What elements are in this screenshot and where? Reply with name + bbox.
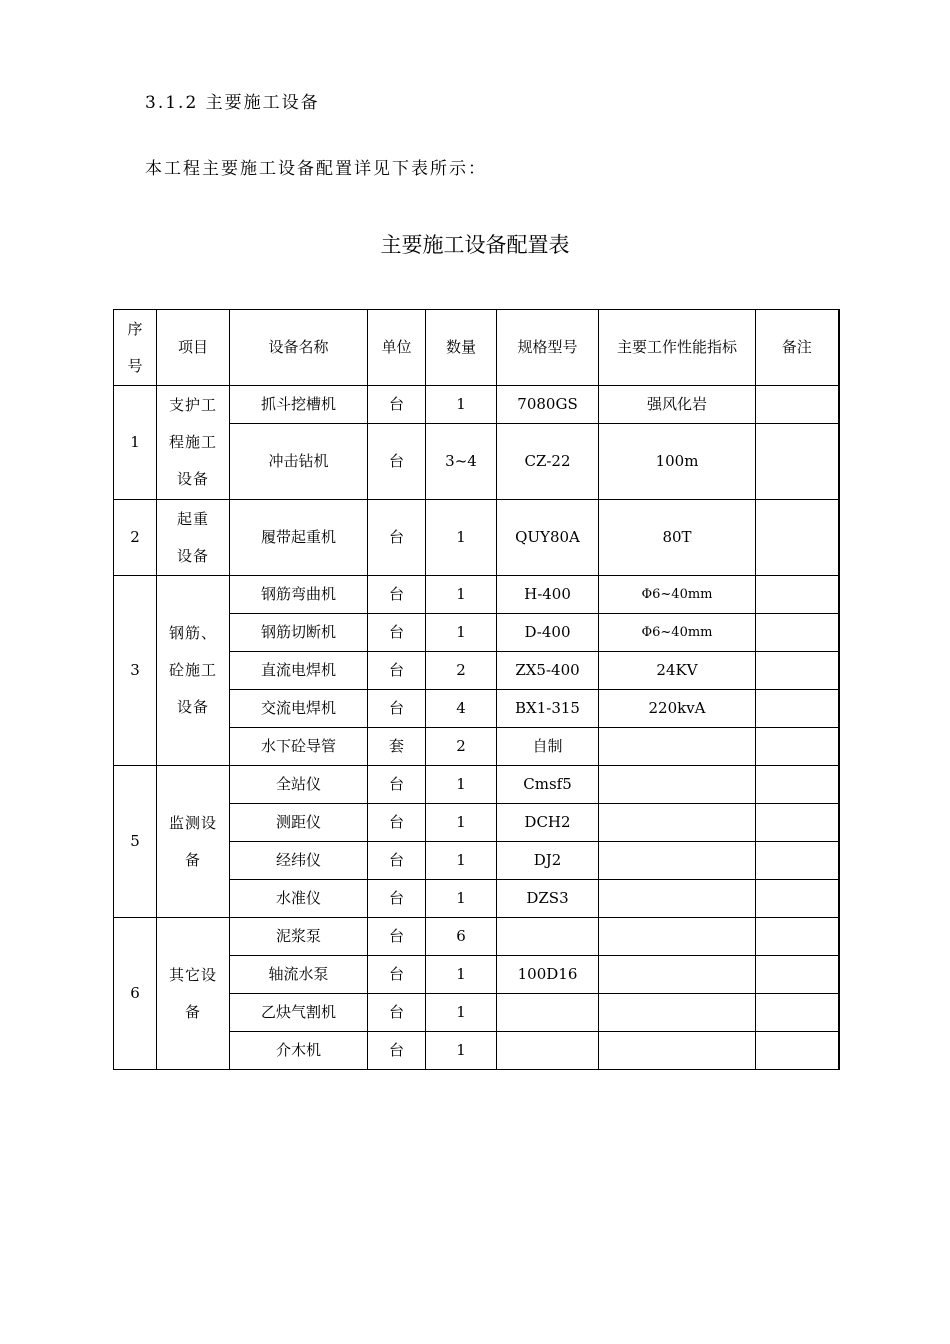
cell-qty: 1 — [426, 500, 497, 576]
header-note: 备注 — [756, 310, 839, 386]
cell-note — [756, 500, 839, 576]
cell-name: 钢筋切断机 — [230, 614, 368, 652]
cell-spec — [599, 956, 756, 994]
group-seq-cell: 5 — [114, 766, 157, 918]
cell-note — [756, 804, 839, 842]
cell-note — [756, 880, 839, 918]
cell-qty: 1 — [426, 842, 497, 880]
cell-model: BX1-315 — [497, 690, 599, 728]
table-title: 主要施工设备配置表 — [380, 233, 570, 257]
intro-paragraph: 本工程主要施工设备配置详见下表所示： — [145, 159, 487, 179]
cell-unit: 台 — [368, 576, 426, 614]
cell-unit: 台 — [368, 804, 426, 842]
cell-note — [756, 424, 839, 500]
cell-name: 轴流水泵 — [230, 956, 368, 994]
cell-unit: 台 — [368, 500, 426, 576]
header-item: 项目 — [157, 310, 230, 386]
cell-qty: 1 — [426, 614, 497, 652]
cell-unit: 台 — [368, 766, 426, 804]
cell-name: 测距仪 — [230, 804, 368, 842]
cell-name: 水准仪 — [230, 880, 368, 918]
cell-spec — [599, 804, 756, 842]
header-qty: 数量 — [426, 310, 497, 386]
cell-qty: 1 — [426, 880, 497, 918]
cell-spec: 100m — [599, 424, 756, 500]
cell-spec: 强风化岩 — [599, 386, 756, 424]
equipment-table — [113, 309, 840, 1070]
group-seq-cell: 3 — [114, 576, 157, 766]
cell-spec: 80T — [599, 500, 756, 576]
section-heading: 3.1.2 主要施工设备 — [145, 93, 320, 113]
cell-note — [756, 842, 839, 880]
cell-unit: 台 — [368, 690, 426, 728]
cell-spec — [599, 994, 756, 1032]
cell-note — [756, 766, 839, 804]
cell-unit: 台 — [368, 652, 426, 690]
equipment-table-body — [114, 310, 839, 1070]
cell-model: DCH2 — [497, 804, 599, 842]
cell-spec — [599, 766, 756, 804]
cell-model — [497, 1032, 599, 1070]
cell-name: 直流电焊机 — [230, 652, 368, 690]
cell-name: 介木机 — [230, 1032, 368, 1070]
cell-unit: 台 — [368, 386, 426, 424]
cell-note — [756, 386, 839, 424]
cell-note — [756, 1032, 839, 1070]
header-seq: 序号 — [114, 310, 157, 386]
cell-qty: 4 — [426, 690, 497, 728]
cell-name: 履带起重机 — [230, 500, 368, 576]
table-row — [114, 576, 839, 614]
cell-qty: 1 — [426, 576, 497, 614]
cell-unit: 台 — [368, 424, 426, 500]
cell-model: H-400 — [497, 576, 599, 614]
group-item-cell: 钢筋、砼施工设备 — [157, 576, 230, 766]
cell-model: DJ2 — [497, 842, 599, 880]
group-seq-cell: 2 — [114, 500, 157, 576]
cell-model: CZ-22 — [497, 424, 599, 500]
cell-note — [756, 994, 839, 1032]
group-seq-cell: 1 — [114, 386, 157, 500]
cell-qty: 1 — [426, 994, 497, 1032]
cell-unit: 台 — [368, 956, 426, 994]
cell-qty: 1 — [426, 766, 497, 804]
cell-note — [756, 652, 839, 690]
cell-name: 冲击钻机 — [230, 424, 368, 500]
group-item-cell: 监测设备 — [157, 766, 230, 918]
cell-unit: 台 — [368, 918, 426, 956]
cell-unit: 台 — [368, 880, 426, 918]
cell-name: 经纬仪 — [230, 842, 368, 880]
header-unit: 单位 — [368, 310, 426, 386]
cell-note — [756, 956, 839, 994]
table-row — [114, 386, 839, 424]
cell-qty: 2 — [426, 728, 497, 766]
cell-qty: 1 — [426, 804, 497, 842]
cell-qty: 1 — [426, 1032, 497, 1070]
cell-note — [756, 576, 839, 614]
cell-spec — [599, 842, 756, 880]
group-seq-cell: 6 — [114, 918, 157, 1070]
cell-note — [756, 690, 839, 728]
cell-spec — [599, 1032, 756, 1070]
cell-model: Cmsf5 — [497, 766, 599, 804]
cell-unit: 台 — [368, 614, 426, 652]
cell-name: 泥浆泵 — [230, 918, 368, 956]
cell-qty: 6 — [426, 918, 497, 956]
group-item-cell: 支护工程施工设备 — [157, 386, 230, 500]
cell-note — [756, 728, 839, 766]
header-spec: 主要工作性能指标 — [599, 310, 756, 386]
cell-spec — [599, 880, 756, 918]
cell-qty: 1 — [426, 956, 497, 994]
cell-model — [497, 994, 599, 1032]
cell-unit: 台 — [368, 1032, 426, 1070]
cell-spec — [599, 918, 756, 956]
cell-spec — [599, 728, 756, 766]
cell-qty: 2 — [426, 652, 497, 690]
cell-qty: 3~4 — [426, 424, 497, 500]
cell-model: D-400 — [497, 614, 599, 652]
cell-name: 交流电焊机 — [230, 690, 368, 728]
cell-model: 7080GS — [497, 386, 599, 424]
cell-spec: 220kvA — [599, 690, 756, 728]
table-header-row — [114, 310, 839, 386]
cell-model: DZS3 — [497, 880, 599, 918]
cell-qty: 1 — [426, 386, 497, 424]
cell-unit: 台 — [368, 994, 426, 1032]
cell-spec: Φ6~40mm — [599, 614, 756, 652]
cell-note — [756, 614, 839, 652]
cell-unit: 台 — [368, 842, 426, 880]
header-model: 规格型号 — [497, 310, 599, 386]
cell-note — [756, 918, 839, 956]
cell-name: 水下砼导管 — [230, 728, 368, 766]
table-row — [114, 766, 839, 804]
group-item-cell: 其它设备 — [157, 918, 230, 1070]
header-name: 设备名称 — [230, 310, 368, 386]
cell-model: 100D16 — [497, 956, 599, 994]
table-row — [114, 500, 839, 576]
cell-name: 钢筋弯曲机 — [230, 576, 368, 614]
table-row — [114, 918, 839, 956]
cell-unit: 套 — [368, 728, 426, 766]
cell-spec: 24KV — [599, 652, 756, 690]
cell-model: 自制 — [497, 728, 599, 766]
cell-spec: Φ6~40mm — [599, 576, 756, 614]
group-item-cell: 起重设备 — [157, 500, 230, 576]
cell-model: ZX5-400 — [497, 652, 599, 690]
cell-name: 乙炔气割机 — [230, 994, 368, 1032]
cell-name: 抓斗挖槽机 — [230, 386, 368, 424]
cell-model: QUY80A — [497, 500, 599, 576]
cell-name: 全站仪 — [230, 766, 368, 804]
cell-model — [497, 918, 599, 956]
